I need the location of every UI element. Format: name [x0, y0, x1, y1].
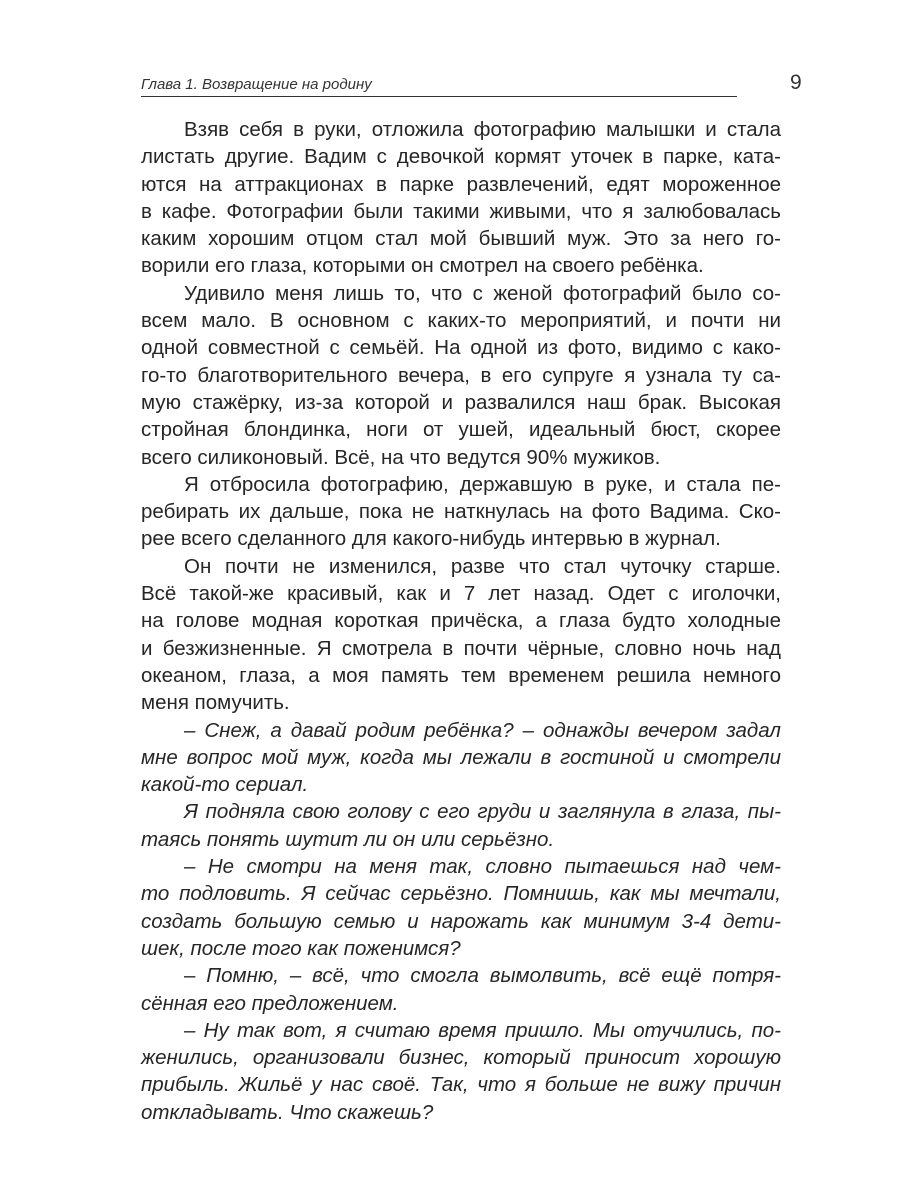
paragraph: [141, 280, 781, 471]
text-line: рее всего сделанного для какого-нибудь интервью в журнал.: [141, 527, 721, 551]
paragraph: [141, 553, 781, 717]
dialogue-paragraph: [141, 853, 781, 962]
text-line: – Ну так вот, я считаю время пришло. Мы отучились, по-: [184, 1018, 781, 1042]
text-line: какой-то сериал.: [141, 773, 309, 797]
text-line: Взяв себя в руки, отложила фотографию малышки и стала: [184, 118, 781, 141]
dialogue-paragraph: [141, 962, 781, 1017]
text-line: в кафе. Фотографии были такими живыми, что я залюбовалась: [141, 199, 781, 223]
dialogue-paragraph: [141, 717, 781, 799]
text-line: Удивило меня лишь то, что с женой фотографий было со-: [184, 281, 781, 305]
text-line: стройная блондинка, ноги от ушей, идеальный бюст, скорее: [141, 418, 781, 442]
text-line: сённая его предложением.: [141, 991, 399, 1015]
text-line: – Помню, – всё, что смогла вымолвить, всё ещё потря-: [184, 964, 781, 988]
text-line: – Снеж, а давай родим ребёнка? – однажды вечером задал: [184, 718, 781, 742]
text-line: женились, организовали бизнес, который приносит хорошую: [141, 1046, 781, 1070]
text-line: мую стажёрку, из-за которой и развалился наш брак. Высокая: [141, 390, 781, 414]
paragraph: [141, 471, 781, 553]
text-line: ворили его глаза, которыми он смотрел на своего ребёнка.: [141, 254, 704, 278]
text-line: таясь понять шутит ли он или серьёзно.: [141, 827, 555, 851]
dialogue-paragraph: [141, 798, 781, 853]
text-line: прибыль. Жильё у нас своё. Так, что я больше не вижу причин: [141, 1073, 781, 1097]
chapter-title: Глава 1. Возвращение на родину: [141, 76, 372, 93]
text-line: ются на аттракционах в парке развлечений, едят мороженное: [141, 172, 781, 196]
text-line: Всё такой-же красивый, как и 7 лет назад. Одет с иголочки,: [141, 582, 781, 606]
dialogue-paragraph: [141, 1017, 781, 1126]
text-line: каким хорошим отцом стал мой бывший муж. Это за него го-: [141, 227, 781, 251]
text-line: Он почти не изменился, разве что стал чуточку старше.: [184, 554, 781, 578]
text-line: то подловить. Я сейчас серьёзно. Помнишь, как мы мечтали,: [141, 882, 781, 906]
text-line: создать большую семью и нарожать как минимум 3-4 дети-: [141, 909, 781, 933]
text-line: Я подняла свою голову с его груди и заглянула в глаза, пы-: [184, 800, 781, 824]
text-line: меня помучить.: [141, 691, 290, 715]
text-line: го-то благотворительного вечера, в его супруге я узнала ту са-: [141, 363, 781, 387]
running-head: [141, 74, 737, 97]
text-line: листать другие. Вадим с девочкой кормят уточек в парке, ката-: [141, 145, 781, 169]
text-line: океаном, глаза, а моя память тем временем решила немного: [141, 663, 781, 687]
text-line: мне вопрос мой муж, когда мы лежали в гостиной и смотрели: [141, 745, 781, 769]
text-line: Я отбросила фотографию, державшую в руке, и стала пе-: [184, 472, 781, 496]
text-line: – Не смотри на меня так, словно пытаешься над чем-: [184, 855, 781, 879]
text-line: всем мало. В основном с каких-то мероприятий, и почти ни: [141, 309, 781, 333]
text-line: откладывать. Что скажешь?: [141, 1100, 434, 1124]
page-number: 9: [790, 71, 802, 94]
text-line: и безжизненные. Я смотрела в почти чёрные, словно ночь над: [141, 636, 781, 660]
text-line: шек, после того как поженимся?: [141, 936, 461, 960]
paragraph: [141, 116, 781, 280]
text-line: одной совместной с семьёй. На одной из фото, видимо с како-: [141, 336, 781, 360]
text-line: ребирать их дальше, пока не наткнулась на фото Вадима. Ско-: [141, 500, 781, 524]
text-line: всего силиконовый. Всё, на что ведутся 90% мужиков.: [141, 445, 661, 469]
body-text: [141, 116, 781, 1126]
text-line: на голове модная короткая причёска, а глаза будто холодные: [141, 609, 781, 633]
